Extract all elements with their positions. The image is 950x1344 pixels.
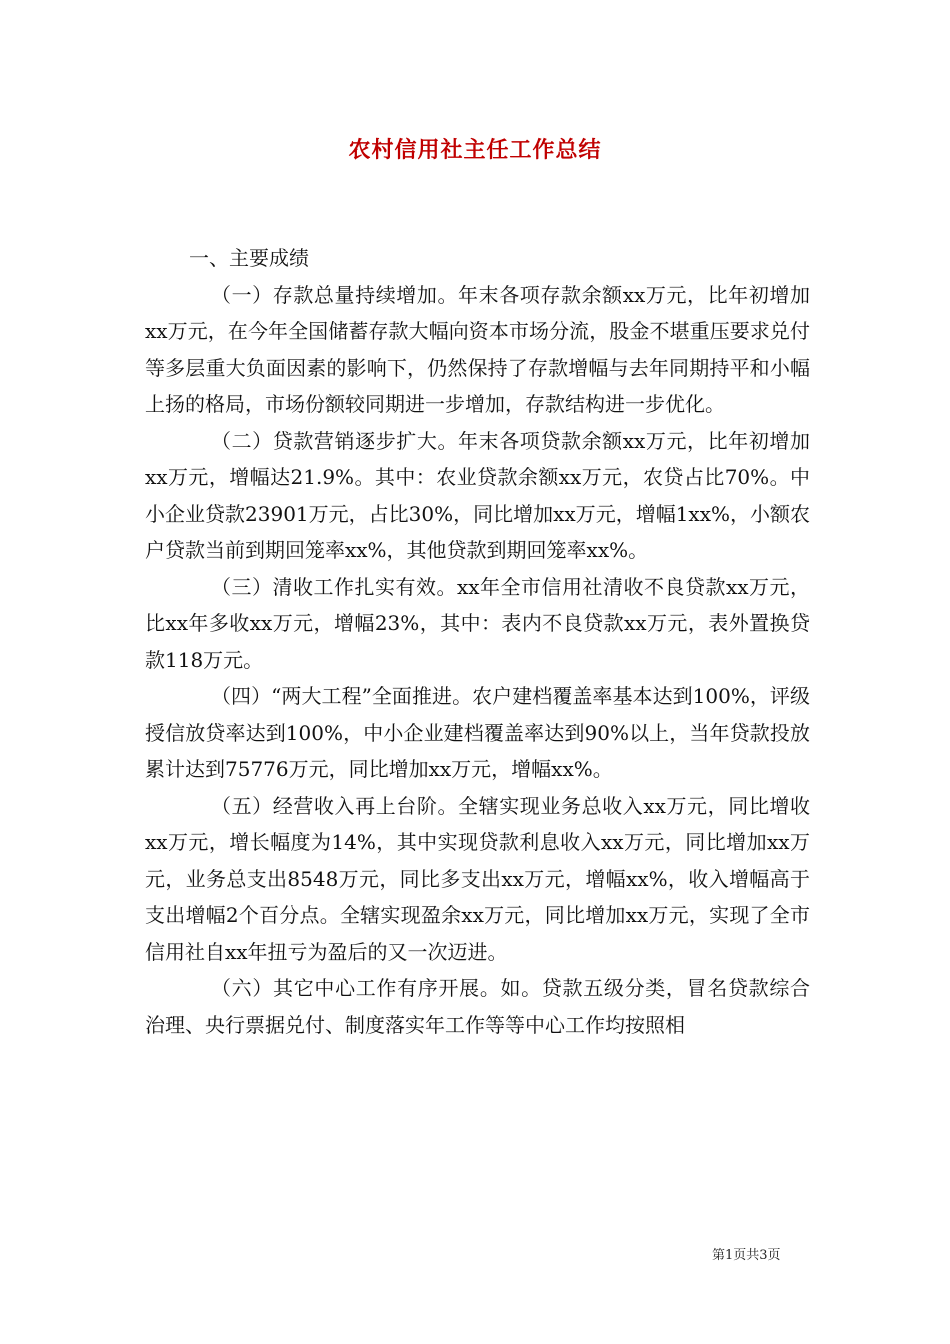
paragraph-loans: （二）贷款营销逐步扩大。年末各项贷款余额xx万元，比年初增加xx万元，增幅达21.9%。其中：农业贷款余额xx万元，农贷占比70%。中小企业贷款23901万元，占比30%，同比增加xx万元，增幅1xx%，小额农户贷款当前到期回笼率xx%，其他贷款到期回笼率xx%。 — [145, 428, 810, 562]
paragraph-other-work: （六）其它中心工作有序开展。如。贷款五级分类，冒名贷款综合治理、央行票据兑付、制度落实年工作等等中心工作均按照相 — [145, 976, 810, 1037]
section-heading: 一、主要成绩 — [189, 246, 309, 270]
paragraph-revenue: （五）经营收入再上台阶。全辖实现业务总收入xx万元，同比增收xx万元，增长幅度为14%，其中实现贷款利息收入xx万元，同比增加xx万元，业务总支出8548万元，同比多支出xx万元，增幅xx%，收入增幅高于支出增幅2个百分点。全辖实现盈余xx万元，同比增加xx万元，实现了全市信用社自xx年扭亏为盈后的又一次迈进。 — [145, 793, 810, 964]
page-number-footer: 第1页共3页 — [712, 1248, 781, 1263]
document-title: 农村信用社主任工作总结 — [348, 137, 602, 163]
paragraph-two-projects: （四）“两大工程”全面推进。农户建档覆盖率基本达到100%，评级授信放贷率达到100%，中小企业建档覆盖率达到90%以上，当年贷款投放累计达到75776万元，同比增加xx万元，增幅xx%。 — [145, 684, 810, 781]
paragraph-collection: （三）清收工作扎实有效。xx年全市信用社清收不良贷款xx万元，比xx年多收xx万元，增幅23%，其中：表内不良贷款xx万元，表外置换贷款118万元。 — [145, 574, 810, 672]
document-body — [145, 240, 810, 1043]
paragraph-deposits: （一）存款总量持续增加。年末各项存款余额xx万元，比年初增加xx万元，在今年全国储蓄存款大幅向资本市场分流，股金不堪重压要求兑付等多层重大负面因素的影响下，仍然保持了存款增幅与去年同期持平和小幅上扬的格局，市场份额较同期进一步增加，存款结构进一步优化。 — [145, 282, 810, 416]
